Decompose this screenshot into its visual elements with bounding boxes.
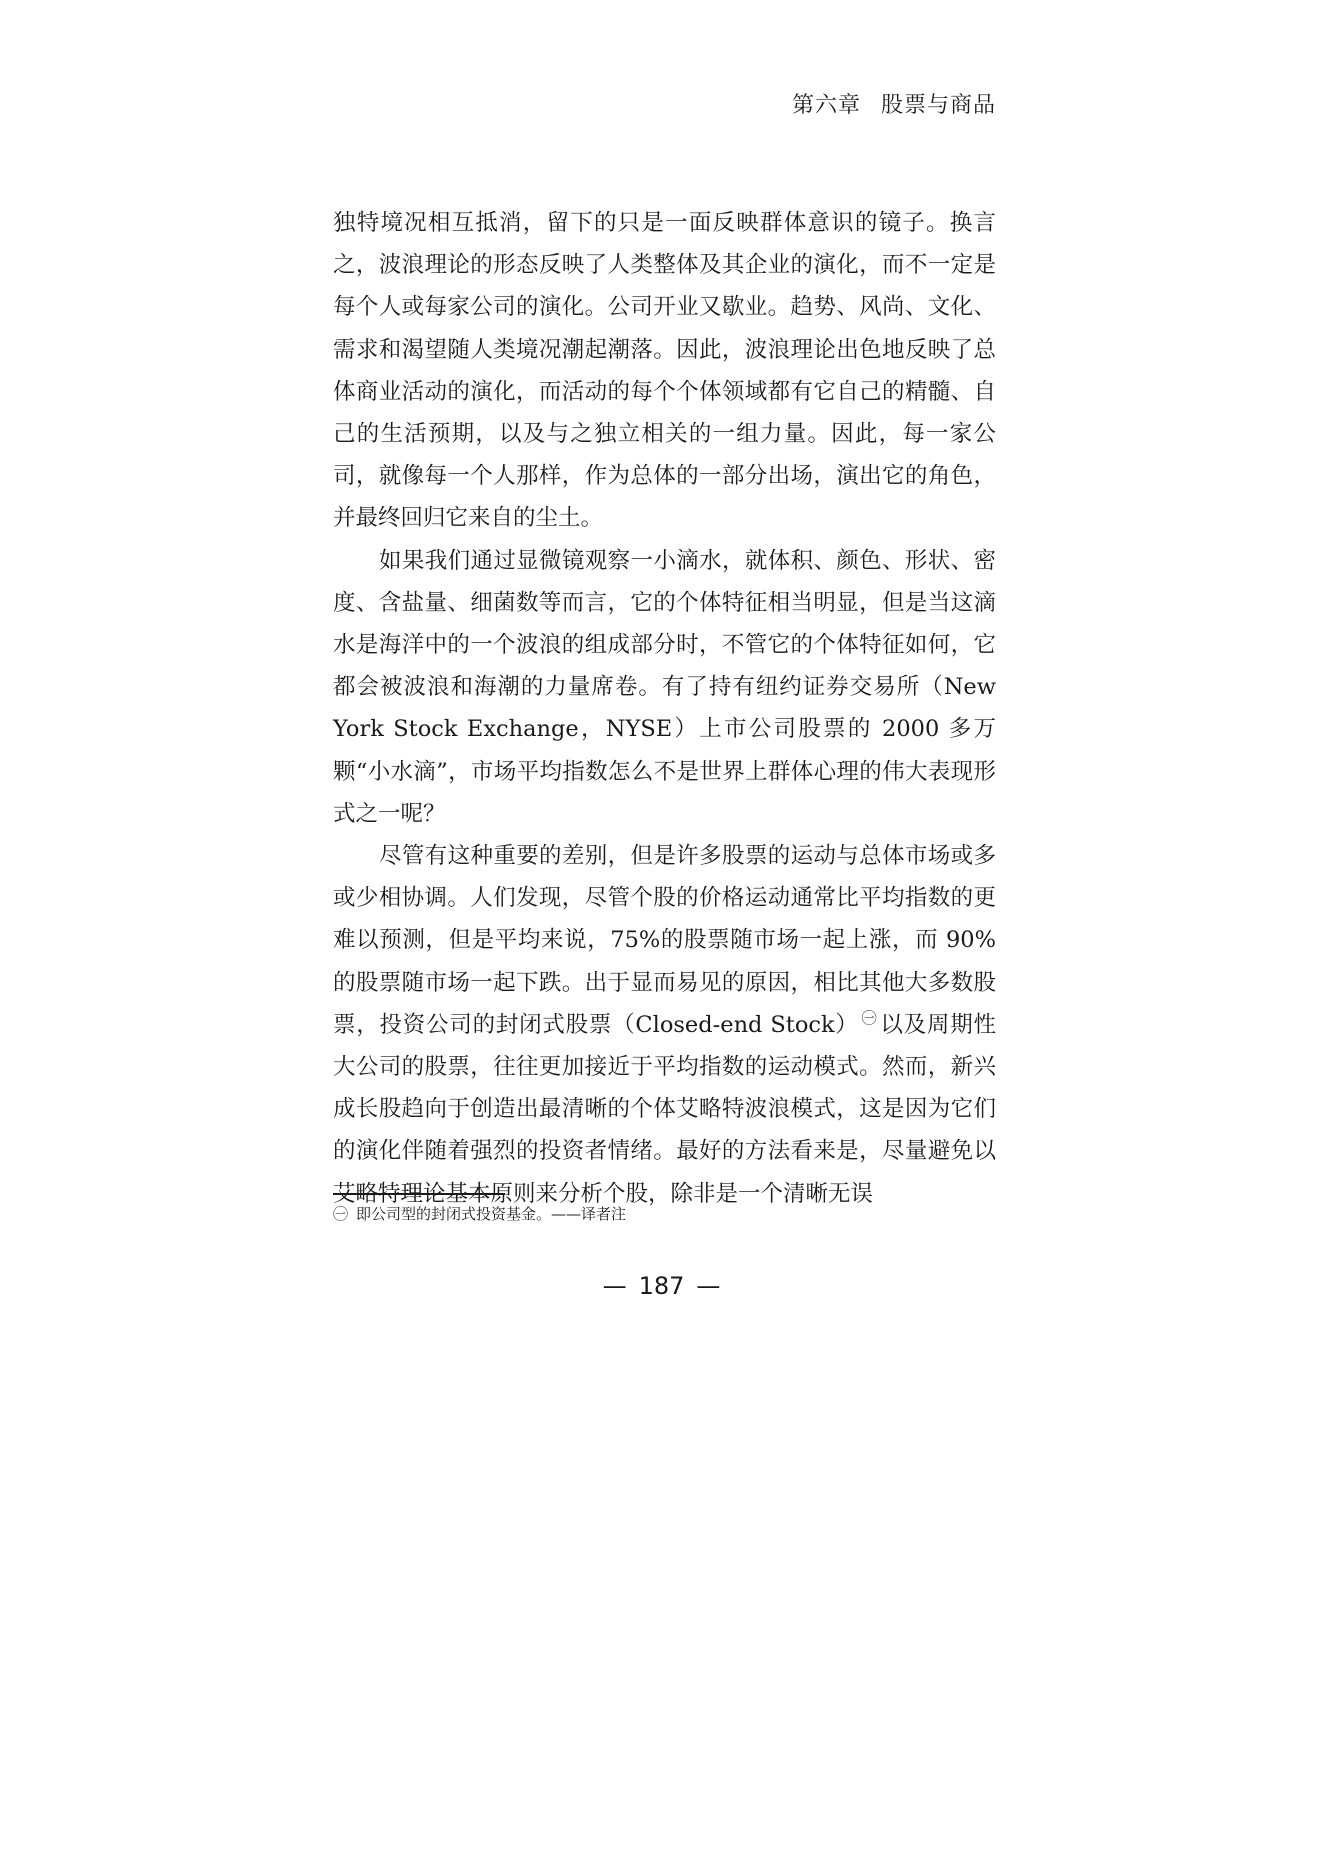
paragraph-text: 以及周期性大公司的股票，往往更加接近于平均指数的运动模式。然而，新兴成长股趋向于创造出最清晰的个体艾略特波浪模式，这是因为它们的演化伴随着强烈的投资者情绪。最好的方法看来是，尽量避免以艾略特理论基本原则来分析个股，除非是一个清晰无误 [333, 1011, 996, 1207]
footnote-text: 即公司型的封闭式投资基金。——译者注 [356, 1205, 627, 1223]
paragraph-text: 独特境况相互抵消，留下的只是一面反映群体意识的镜子。换言之，波浪理论的形态反映了人类整体及其企业的演化，而不一定是每个人或每家公司的演化。公司开业又歇业。趋势、风尚、文化、需求和渴望随人类境况潮起潮落。因此，波浪理论出色地反映了 [333, 210, 996, 363]
footnote-reference: ㊀ [861, 1008, 878, 1027]
running-header [792, 88, 996, 119]
paragraph-text: 如果我们通过显微镜观察一小滴水，就体积、颜色、形状、密度、含盐量、细菌数等而言，它的个体特征相当明显，但是当这滴水是海洋中的一个波浪的组成部分时，不管它的个体特征如何，它都会被波浪和海潮的力量席卷。有了持有纽约证券交易所（New York Stock Exchange，NYSE）上市公司股票的 2000 多万颗“小水滴”，市场平均指数怎么不是世界上群体心理的伟大表现形式之一呢？ [333, 547, 996, 827]
page-number-value: 187 [638, 1272, 685, 1300]
footnote [333, 1204, 626, 1224]
page-number-right-dash: — [696, 1272, 721, 1300]
paragraph [333, 540, 996, 835]
footnote-marker: ㊀ [333, 1205, 349, 1223]
paragraph-text: 领域都有它自己的精髓、自己的生活预期，以及与之独立相关的一组力量。因此，每一家公司，就像每一个人那样，作为总体的一部分出场，演出它的角色，并最终回归它来自的尘土。 [333, 378, 996, 532]
page-number [0, 1272, 1323, 1300]
emphasized-text: 总体 [333, 336, 996, 405]
emphasized-text: 个体 [676, 378, 722, 405]
page-number-left-dash: — [602, 1272, 627, 1300]
paragraph-text: 尽管有这种重要的差别，但是许多股票的运动与总体市场或多或少相协调。人们发现，尽管个股的价格运动通常比平均指数的更难以预测，但是平均来说，75%的股票随市场一起上涨，而 90%的股票随市场一起下跌。出于显而易见的原因，相比其他大多数股票，投资公司的封闭式股票（Closed-end Stock） [333, 843, 996, 1038]
paragraph-text: 商业活动的演化，而活动的每个 [355, 378, 677, 405]
paragraph [333, 202, 996, 540]
footnote-divider [333, 1193, 505, 1195]
chapter-title: 股票与商品 [880, 93, 996, 118]
body-text [333, 202, 996, 1215]
paragraph [333, 835, 996, 1215]
chapter-number: 第六章 [791, 93, 861, 118]
